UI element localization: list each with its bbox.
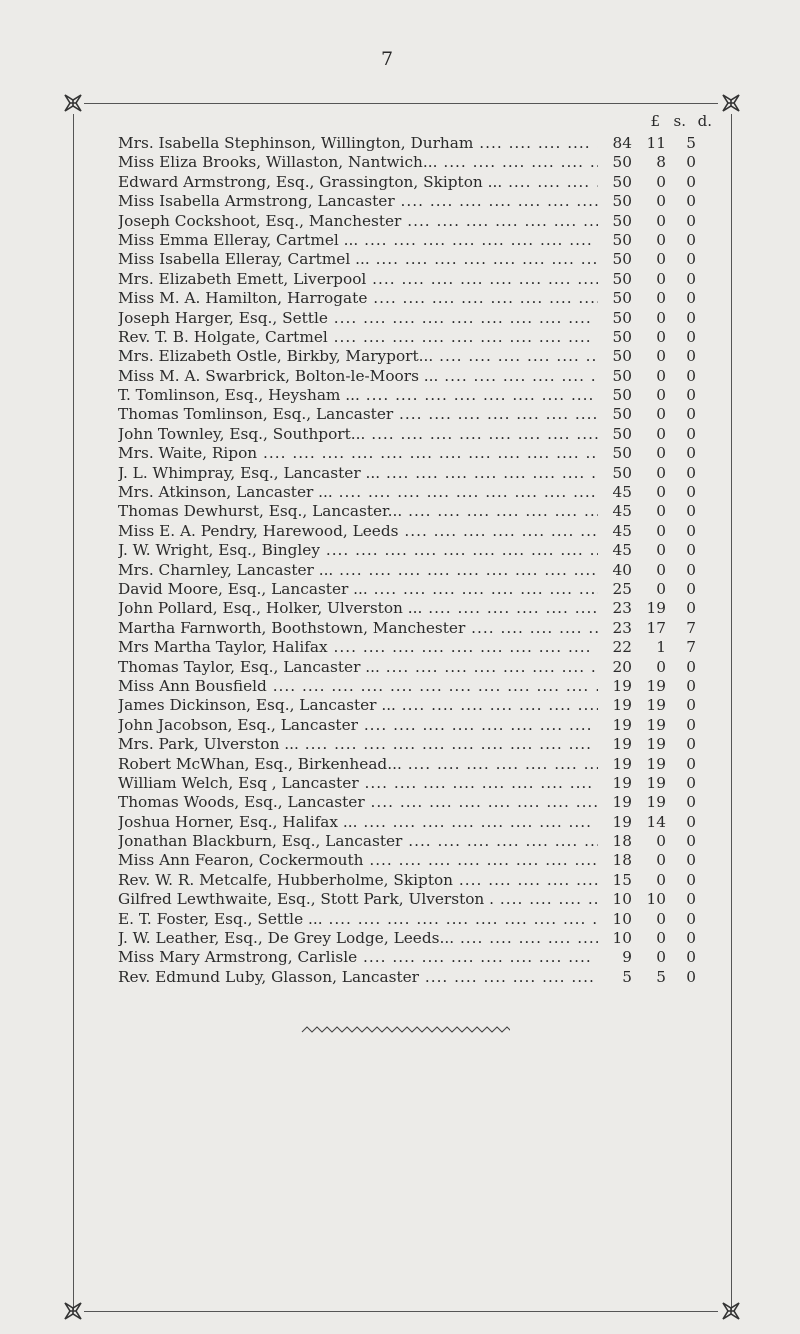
subscriber-name: E. T. Foster, Esq., Settle ... .... <box>118 910 598 929</box>
amount-pence: 0 <box>686 289 696 308</box>
amount-shillings: 17 <box>646 618 666 637</box>
subscriber-name: Martha Farnworth, Boothstown, Manchester .... <box>118 619 598 638</box>
list-item <box>118 774 718 793</box>
subscriber-name: Miss Mary Armstrong, Carlisle .... <box>118 948 598 967</box>
amount-shillings: 0 <box>656 541 666 560</box>
amount-pounds: 10 <box>612 890 632 909</box>
list-item <box>118 890 718 909</box>
amount-pounds: 10 <box>612 909 632 928</box>
subscriber-name: Miss M. A. Swarbrick, Bolton-le-Moors ... .... <box>118 367 598 386</box>
amount-pounds: 19 <box>612 676 632 695</box>
list-item <box>118 367 718 386</box>
list-item <box>118 793 718 812</box>
list-item <box>118 328 718 347</box>
amount-pence: 0 <box>686 696 696 715</box>
subscriber-name: J. W. Leather, Esq., De Grey Lodge, Leeds... .... <box>118 929 598 948</box>
amount-pounds: 50 <box>612 327 632 346</box>
subscriber-name: Mrs. Waite, Ripon .... <box>118 444 598 463</box>
amount-pounds: 19 <box>612 754 632 773</box>
amount-pence: 0 <box>686 269 696 288</box>
amount-pence: 0 <box>686 463 696 482</box>
amount-pence: 0 <box>686 250 696 269</box>
subscriber-name: Mrs. Isabella Stephinson, Willington, Durham .... <box>118 134 598 153</box>
amount-pounds: 19 <box>612 773 632 792</box>
amount-shillings: 0 <box>656 405 666 424</box>
list-item <box>118 522 718 541</box>
subscriber-name: Thomas Taylor, Esq., Lancaster ... .... <box>118 658 598 677</box>
list-item <box>118 134 718 153</box>
amount-pence: 0 <box>686 347 696 366</box>
page-number: 7 <box>380 48 394 70</box>
amount-shillings: 0 <box>656 192 666 211</box>
list-item <box>118 580 718 599</box>
amount-shillings: 19 <box>646 696 666 715</box>
list-item <box>118 405 718 424</box>
amount-shillings: 5 <box>656 967 666 986</box>
amount-pounds: 50 <box>612 386 632 405</box>
amount-pence: 0 <box>686 230 696 249</box>
amount-pence: 0 <box>686 715 696 734</box>
amount-pounds: 50 <box>612 366 632 385</box>
amount-pence: 0 <box>686 676 696 695</box>
amount-pounds: 20 <box>612 657 632 676</box>
subscriber-name: Edward Armstrong, Esq., Grassington, Skipton ... .... <box>118 173 598 192</box>
list-item <box>118 250 718 269</box>
list-item <box>118 948 718 967</box>
amount-pounds: 19 <box>612 793 632 812</box>
amount-pence: 0 <box>686 560 696 579</box>
list-item <box>118 658 718 677</box>
subscriber-name: Joshua Horner, Esq., Halifax ... .... <box>118 813 598 832</box>
subscriber-name: Mrs. Charnley, Lancaster ... .... <box>118 561 598 580</box>
amount-pence: 0 <box>686 599 696 618</box>
list-item <box>118 464 718 483</box>
list-item <box>118 677 718 696</box>
amount-shillings: 0 <box>656 832 666 851</box>
amount-pounds: 50 <box>612 308 632 327</box>
amount-shillings: 0 <box>656 366 666 385</box>
subscriber-name: J. W. Wright, Esq., Bingley .... <box>118 541 598 560</box>
amount-pence: 0 <box>686 424 696 443</box>
maltese-cross-icon <box>720 92 742 114</box>
amount-shillings: 14 <box>646 812 666 831</box>
amount-pounds: 19 <box>612 735 632 754</box>
list-item <box>118 502 718 521</box>
column-header <box>0 112 800 132</box>
amount-pounds: 45 <box>612 483 632 502</box>
amount-pounds: 50 <box>612 172 632 191</box>
maltese-cross-icon <box>62 1300 84 1322</box>
amount-pounds: 50 <box>612 250 632 269</box>
amount-pence: 0 <box>686 909 696 928</box>
list-item <box>118 929 718 948</box>
list-item <box>118 192 718 211</box>
subscriber-name: J. L. Whimpray, Esq., Lancaster ... .... <box>118 464 598 483</box>
amount-pounds: 23 <box>612 599 632 618</box>
amount-shillings: 0 <box>656 327 666 346</box>
subscriber-name: Mrs. Atkinson, Lancaster ... .... <box>118 483 598 502</box>
amount-shillings: 10 <box>646 890 666 909</box>
amount-shillings: 0 <box>656 929 666 948</box>
subscriber-name: Thomas Woods, Esq., Lancaster .... <box>118 793 598 812</box>
amount-shillings: 0 <box>656 502 666 521</box>
amount-shillings: 19 <box>646 735 666 754</box>
amount-shillings: 0 <box>656 463 666 482</box>
amount-shillings: 0 <box>656 250 666 269</box>
amount-pounds: 19 <box>612 812 632 831</box>
amount-pence: 0 <box>686 327 696 346</box>
list-item <box>118 832 718 851</box>
amount-pounds: 15 <box>612 870 632 889</box>
list-item <box>118 968 718 987</box>
list-item <box>118 309 718 328</box>
amount-pence: 0 <box>686 832 696 851</box>
amount-pence: 0 <box>686 851 696 870</box>
amount-pounds: 50 <box>612 444 632 463</box>
amount-pence: 0 <box>686 948 696 967</box>
amount-pounds: 50 <box>612 153 632 172</box>
amount-pounds: 45 <box>612 521 632 540</box>
subscriber-name: Joseph Cockshoot, Esq., Manchester .... <box>118 212 598 231</box>
amount-shillings: 1 <box>656 638 666 657</box>
list-item <box>118 561 718 580</box>
bottom-rule <box>84 1311 718 1312</box>
amount-pounds: 50 <box>612 347 632 366</box>
list-item <box>118 270 718 289</box>
amount-shillings: 0 <box>656 211 666 230</box>
subscriber-name: Miss Emma Elleray, Cartmel ... .... <box>118 231 598 250</box>
list-item <box>118 638 718 657</box>
list-item <box>118 153 718 172</box>
list-item <box>118 212 718 231</box>
subscriber-name: Miss Isabella Armstrong, Lancaster .... <box>118 192 598 211</box>
list-item <box>118 444 718 463</box>
amount-pence: 0 <box>686 192 696 211</box>
amount-shillings: 19 <box>646 773 666 792</box>
subscriber-name: Jonathan Blackburn, Esq., Lancaster .... <box>118 832 598 851</box>
amount-pounds: 50 <box>612 192 632 211</box>
amount-shillings: 19 <box>646 676 666 695</box>
amount-shillings: 0 <box>656 347 666 366</box>
amount-shillings: 19 <box>646 599 666 618</box>
amount-pence: 0 <box>686 773 696 792</box>
subscriber-name: Miss Isabella Elleray, Cartmel ... .... <box>118 250 598 269</box>
subscriber-name: William Welch, Esq , Lancaster .... <box>118 774 598 793</box>
amount-pence: 0 <box>686 929 696 948</box>
list-item <box>118 231 718 250</box>
amount-pounds: 5 <box>622 967 632 986</box>
amount-shillings: 0 <box>656 909 666 928</box>
pounds-header: £ <box>650 112 660 130</box>
amount-shillings: 0 <box>656 230 666 249</box>
subscriber-name: Joseph Harger, Esq., Settle .... <box>118 309 598 328</box>
subscriber-name: Rev. T. B. Holgate, Cartmel .... <box>118 328 598 347</box>
list-item <box>118 910 718 929</box>
maltese-cross-icon <box>62 92 84 114</box>
subscriber-name: Mrs Martha Taylor, Halifax .... <box>118 638 598 657</box>
amount-pence: 0 <box>686 172 696 191</box>
amount-pounds: 25 <box>612 579 632 598</box>
shillings-header: s. <box>673 112 686 130</box>
amount-pence: 5 <box>686 134 696 152</box>
amount-pence: 0 <box>686 657 696 676</box>
amount-shillings: 0 <box>656 269 666 288</box>
subscriber-name: T. Tomlinson, Esq., Heysham ... .... <box>118 386 598 405</box>
amount-pounds: 18 <box>612 832 632 851</box>
amount-pence: 7 <box>686 638 696 657</box>
amount-pounds: 19 <box>612 715 632 734</box>
subscriber-name: Mrs. Park, Ulverston ... .... <box>118 735 598 754</box>
amount-shillings: 11 <box>646 134 666 152</box>
amount-pounds: 23 <box>612 618 632 637</box>
amount-shillings: 8 <box>656 153 666 172</box>
amount-pounds: 50 <box>612 211 632 230</box>
amount-pounds: 18 <box>612 851 632 870</box>
list-item <box>118 425 718 444</box>
maltese-cross-icon <box>720 1300 742 1322</box>
amount-pence: 7 <box>686 618 696 637</box>
list-item <box>118 813 718 832</box>
subscriber-list <box>118 134 718 987</box>
list-item <box>118 541 718 560</box>
amount-pence: 0 <box>686 444 696 463</box>
amount-pence: 0 <box>686 735 696 754</box>
list-item <box>118 347 718 366</box>
subscriber-name: John Pollard, Esq., Holker, Ulverston ... .... <box>118 599 598 618</box>
list-item <box>118 851 718 870</box>
amount-pence: 0 <box>686 812 696 831</box>
amount-pounds: 9 <box>622 948 632 967</box>
list-item <box>118 755 718 774</box>
subscriber-name: Thomas Dewhurst, Esq., Lancaster... .... <box>118 502 598 521</box>
amount-pence: 0 <box>686 521 696 540</box>
decorative-flourish <box>300 1024 510 1036</box>
amount-shillings: 0 <box>656 444 666 463</box>
list-item <box>118 696 718 715</box>
subscriber-name: Miss E. A. Pendry, Harewood, Leeds .... <box>118 522 598 541</box>
amount-pence: 0 <box>686 308 696 327</box>
amount-pounds: 40 <box>612 560 632 579</box>
amount-shillings: 19 <box>646 754 666 773</box>
amount-pounds: 50 <box>612 230 632 249</box>
subscriber-name: James Dickinson, Esq., Lancaster ... .... <box>118 696 598 715</box>
list-item <box>118 386 718 405</box>
right-rule <box>731 114 732 1310</box>
list-item <box>118 619 718 638</box>
list-item <box>118 289 718 308</box>
amount-pounds: 50 <box>612 424 632 443</box>
amount-pence: 0 <box>686 405 696 424</box>
amount-shillings: 0 <box>656 424 666 443</box>
subscriber-name: Gilfred Lewthwaite, Esq., Stott Park, Ulverston . .... <box>118 890 598 909</box>
amount-pence: 0 <box>686 579 696 598</box>
amount-pounds: 50 <box>612 463 632 482</box>
amount-shillings: 0 <box>656 948 666 967</box>
amount-pence: 0 <box>686 890 696 909</box>
amount-shillings: 0 <box>656 870 666 889</box>
subscriber-name: Mrs. Elizabeth Ostle, Birkby, Maryport... .... <box>118 347 598 366</box>
list-item <box>118 716 718 735</box>
amount-pounds: 84 <box>612 134 632 152</box>
amount-pence: 0 <box>686 386 696 405</box>
amount-shillings: 0 <box>656 483 666 502</box>
subscriber-name: Rev. W. R. Metcalfe, Hubberholme, Skipton .... <box>118 871 598 890</box>
subscriber-name: Mrs. Elizabeth Emett, Liverpool .... <box>118 270 598 289</box>
amount-shillings: 19 <box>646 793 666 812</box>
amount-pounds: 10 <box>612 929 632 948</box>
amount-shillings: 0 <box>656 172 666 191</box>
amount-shillings: 19 <box>646 715 666 734</box>
amount-shillings: 0 <box>656 308 666 327</box>
subscriber-name: Miss M. A. Hamilton, Harrogate .... <box>118 289 598 308</box>
subscriber-name: Miss Ann Bousfield .... <box>118 677 598 696</box>
amount-pence: 0 <box>686 153 696 172</box>
amount-pence: 0 <box>686 754 696 773</box>
amount-pounds: 50 <box>612 269 632 288</box>
amount-pounds: 45 <box>612 541 632 560</box>
amount-shillings: 0 <box>656 521 666 540</box>
pence-header: d. <box>697 112 712 130</box>
amount-pounds: 19 <box>612 696 632 715</box>
list-item <box>118 173 718 192</box>
amount-shillings: 0 <box>656 560 666 579</box>
amount-shillings: 0 <box>656 289 666 308</box>
list-item <box>118 599 718 618</box>
subscriber-name: Thomas Tomlinson, Esq., Lancaster .... <box>118 405 598 424</box>
amount-pence: 0 <box>686 211 696 230</box>
amount-pounds: 45 <box>612 502 632 521</box>
subscriber-name: John Townley, Esq., Southport... .... <box>118 425 598 444</box>
amount-pence: 0 <box>686 793 696 812</box>
subscriber-name: John Jacobson, Esq., Lancaster .... <box>118 716 598 735</box>
amount-pence: 0 <box>686 870 696 889</box>
amount-pence: 0 <box>686 541 696 560</box>
top-rule <box>84 103 718 104</box>
amount-pence: 0 <box>686 366 696 385</box>
list-item <box>118 483 718 502</box>
list-item <box>118 871 718 890</box>
amount-shillings: 0 <box>656 851 666 870</box>
amount-pence: 0 <box>686 502 696 521</box>
left-rule <box>73 114 74 1310</box>
amount-pounds: 22 <box>612 638 632 657</box>
subscriber-name: Miss Ann Fearon, Cockermouth .... <box>118 851 598 870</box>
list-item <box>118 735 718 754</box>
subscriber-name: Miss Eliza Brooks, Willaston, Nantwich... .... <box>118 153 598 172</box>
subscriber-name: Robert McWhan, Esq., Birkenhead... .... <box>118 755 598 774</box>
amount-shillings: 0 <box>656 579 666 598</box>
amount-shillings: 0 <box>656 657 666 676</box>
subscriber-name: Rev. Edmund Luby, Glasson, Lancaster .... <box>118 968 598 987</box>
amount-pence: 0 <box>686 483 696 502</box>
amount-pounds: 50 <box>612 405 632 424</box>
amount-pence: 0 <box>686 967 696 986</box>
subscriber-name: David Moore, Esq., Lancaster ... .... <box>118 580 598 599</box>
amount-shillings: 0 <box>656 386 666 405</box>
amount-pounds: 50 <box>612 289 632 308</box>
